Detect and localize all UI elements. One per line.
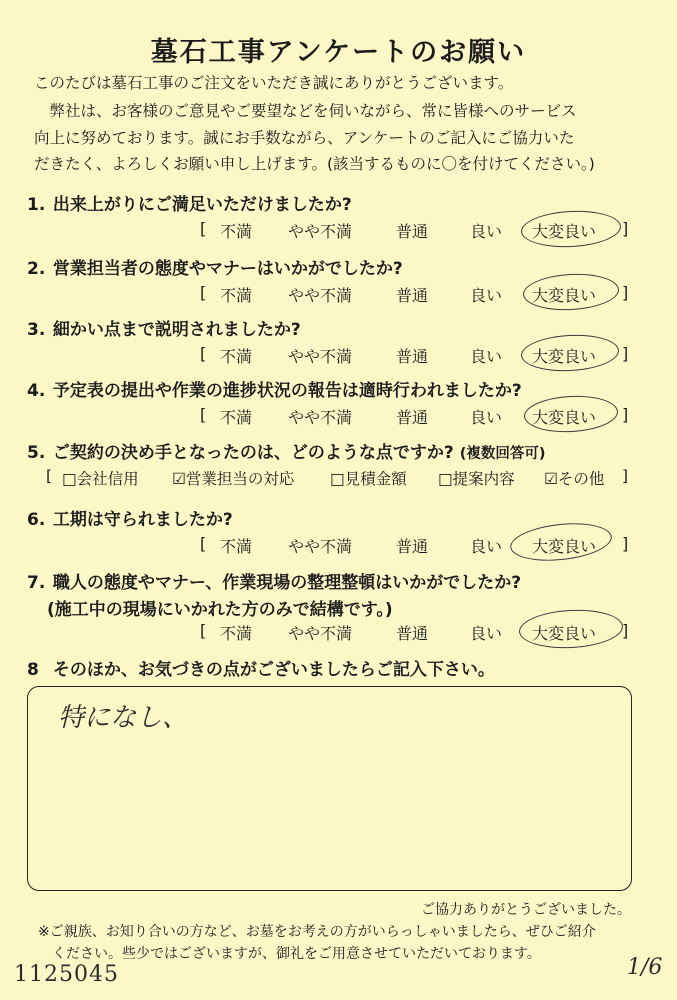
option-yoi[interactable]: 良い <box>470 408 503 427</box>
bracket-open: [ <box>200 283 207 302</box>
question-6 <box>27 505 233 530</box>
question-7-note: (施工中の現場にいかれた方のみで結構です。) <box>47 600 393 620</box>
question-text: 営業担当者の態度やマナーはいかがでしたか? <box>52 259 403 279</box>
intro-line-3: 向上に努めております。誠にお手数ながら、アンケートのご記入にご協力いた <box>34 129 575 147</box>
question-text: 職人の態度やマナー、作業現場の整理整頓はいかがでしたか? <box>52 573 522 593</box>
checkbox-proposal[interactable]: □提案内容 <box>438 470 515 488</box>
question-3 <box>27 315 301 340</box>
option-yoi[interactable]: 良い <box>470 624 503 643</box>
option-yaya-fuman[interactable]: やや不満 <box>288 347 353 366</box>
question-number: 3. <box>27 320 46 340</box>
option-yaya-fuman[interactable]: やや不満 <box>288 624 353 643</box>
bracket-close: ] <box>622 534 629 553</box>
checkbox-sales-response[interactable]: ☑営業担当の対応 <box>172 470 295 488</box>
option-yaya-fuman[interactable]: やや不満 <box>288 286 353 305</box>
question-4 <box>27 376 522 401</box>
question-number: 6. <box>27 510 46 530</box>
question-number: 4. <box>27 381 46 401</box>
question-number: 8 <box>27 660 39 680</box>
question-1 <box>27 190 352 215</box>
option-futsuu[interactable]: 普通 <box>396 347 429 366</box>
thanks-text: ご協力ありがとうございました。 <box>421 902 631 918</box>
question-2 <box>27 254 403 279</box>
question-text: 予定表の提出や作業の進捗状況の報告は適時行われましたか? <box>52 381 522 401</box>
option-taihen-yoi[interactable]: 大変良い <box>532 408 597 427</box>
question-7 <box>27 568 521 593</box>
bracket-open: [ <box>200 534 207 553</box>
bracket-open: [ <box>200 219 207 238</box>
option-futsuu[interactable]: 普通 <box>396 286 429 305</box>
option-fuman[interactable]: 不満 <box>220 286 253 305</box>
page-title: 墓石工事アンケートのお願い <box>150 37 527 68</box>
handwritten-comment: 特になし、 <box>58 703 189 733</box>
question-note: (複数回答可) <box>459 446 546 462</box>
option-yoi[interactable]: 良い <box>470 537 503 556</box>
footer-line-1: ※ご親族、お知り合いの方など、お墓をお考えの方がいらっしゃいましたら、ぜひご紹介 <box>38 924 596 940</box>
option-yaya-fuman[interactable]: やや不満 <box>288 537 353 556</box>
option-yoi[interactable]: 良い <box>470 222 503 241</box>
option-yaya-fuman[interactable]: やや不満 <box>288 408 353 427</box>
question-number: 1. <box>27 195 46 215</box>
checkbox-other[interactable]: ☑その他 <box>544 470 605 488</box>
option-fuman[interactable]: 不満 <box>220 408 253 427</box>
option-taihen-yoi[interactable]: 大変良い <box>532 222 597 241</box>
option-yoi[interactable]: 良い <box>470 347 503 366</box>
option-yoi[interactable]: 良い <box>470 286 503 305</box>
bracket-open: [ <box>46 467 53 485</box>
question-number: 5. <box>27 443 46 463</box>
intro-line-4: だきたく、よろしくお願い申し上げます。(該当するものに〇を付けてください。) <box>34 155 595 173</box>
footer-line-2: ください。些少ではございますが、御礼をご用意させていただいております。 <box>38 946 541 962</box>
option-yaya-fuman[interactable]: やや不満 <box>288 222 353 241</box>
intro-line-2: 弊社は、お客様のご意見やご要望などを伺いながら、常に皆様へのサービス <box>34 102 577 120</box>
page-number: 1/6 <box>627 955 663 980</box>
question-text: 細かい点まで説明されましたか? <box>52 320 301 340</box>
option-futsuu[interactable]: 普通 <box>396 408 429 427</box>
selected-circle-q4 <box>523 394 619 435</box>
checkbox-estimate[interactable]: □見積金額 <box>330 470 407 488</box>
option-futsuu[interactable]: 普通 <box>396 624 429 643</box>
option-fuman[interactable]: 不満 <box>220 624 253 643</box>
question-text: 出来上がりにご満足いただけましたか? <box>52 195 352 215</box>
question-5 <box>27 438 545 463</box>
question-text: ご契約の決め手となったのは、どのような点ですか? <box>52 443 454 463</box>
bracket-close: ] <box>622 467 629 485</box>
bracket-open: [ <box>200 621 207 640</box>
bracket-close: ] <box>622 283 629 302</box>
bracket-close: ] <box>622 621 629 640</box>
question-number: 2. <box>27 259 46 279</box>
intro-line-1: このたびは墓石工事のご注文をいただき誠にありがとうございます。 <box>34 74 514 92</box>
option-taihen-yoi[interactable]: 大変良い <box>532 537 597 556</box>
selected-circle-q1 <box>520 208 622 249</box>
question-text: そのほか、お気づきの点がございましたらご記入下さい。 <box>52 660 495 680</box>
selected-circle-q7 <box>518 607 624 650</box>
option-futsuu[interactable]: 普通 <box>396 222 429 241</box>
selected-circle-q6 <box>508 519 613 565</box>
question-text: 工期は守られましたか? <box>52 510 233 530</box>
question-number: 7. <box>27 573 46 593</box>
id-number: 1125045 <box>14 962 119 987</box>
question-8 <box>27 655 495 680</box>
option-taihen-yoi[interactable]: 大変良い <box>532 286 597 305</box>
checkbox-company-trust[interactable]: □会社信用 <box>62 470 139 488</box>
comment-box[interactable] <box>27 686 632 891</box>
selected-circle-q2 <box>522 272 620 313</box>
bracket-close: ] <box>622 344 629 363</box>
bracket-close: ] <box>622 405 629 424</box>
option-futsuu[interactable]: 普通 <box>396 537 429 556</box>
selected-circle-q3 <box>520 332 620 373</box>
option-taihen-yoi[interactable]: 大変良い <box>532 347 597 366</box>
option-fuman[interactable]: 不満 <box>220 222 253 241</box>
bracket-close: ] <box>622 219 629 238</box>
option-taihen-yoi[interactable]: 大変良い <box>532 624 597 643</box>
bracket-open: [ <box>200 344 207 363</box>
bracket-open: [ <box>200 405 207 424</box>
option-fuman[interactable]: 不満 <box>220 537 253 556</box>
option-fuman[interactable]: 不満 <box>220 347 253 366</box>
